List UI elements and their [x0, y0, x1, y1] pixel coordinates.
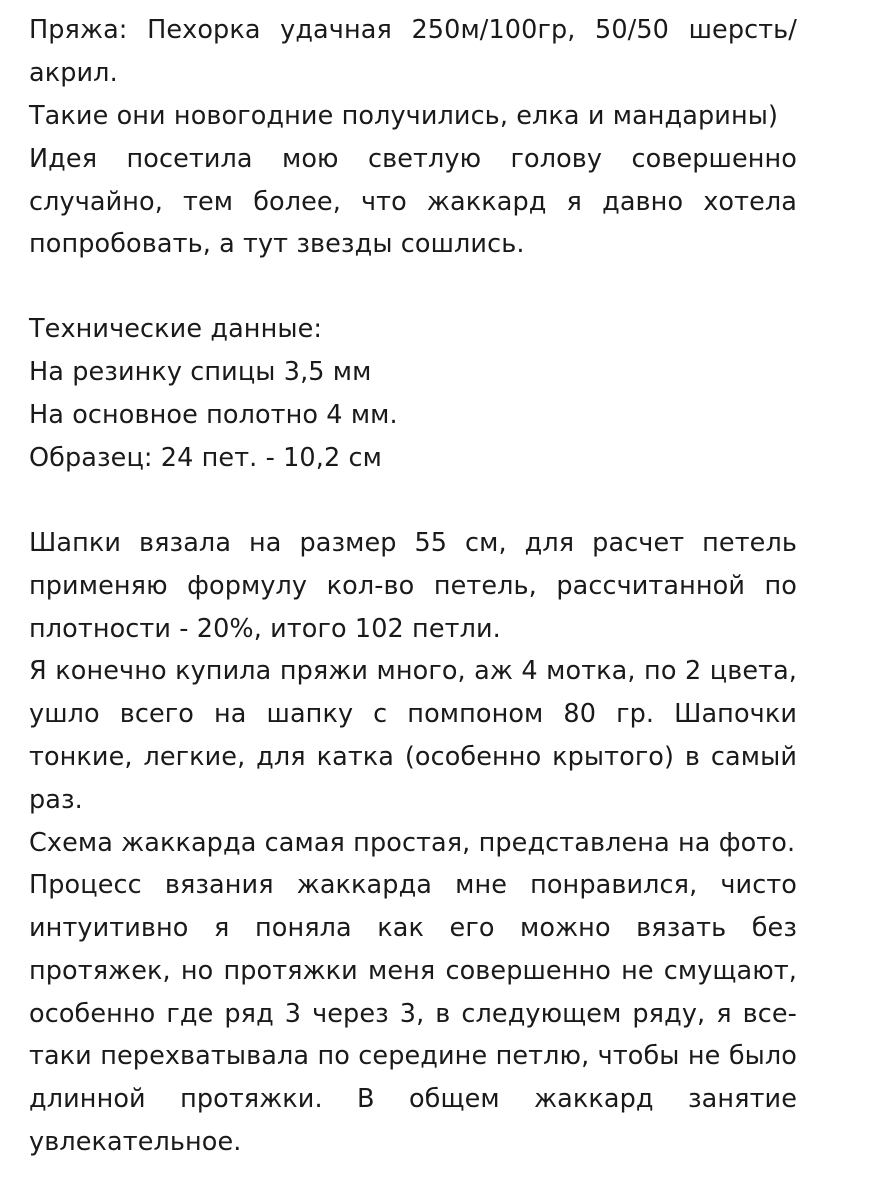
- text-line-yarn-amount-2: ушло всего на шапку с помпоном 80 гр. Шапочки: [29, 699, 797, 729]
- text-line-process-2: интуитивно я поняла как его можно вязать без: [29, 913, 797, 943]
- text-line-idea-2: случайно, тем более, что жаккард я давно хотела: [29, 187, 797, 217]
- text-line-process-5: таки перехватывала по середине петлю, чтобы не было: [29, 1041, 797, 1071]
- text-line-tech-heading: Технические данные:: [29, 314, 323, 344]
- text-line-tech-main: На основное полотно 4 мм.: [29, 400, 398, 430]
- text-line-process-4: особенно где ряд 3 через 3, в следующем ряду, я все-: [29, 999, 797, 1029]
- text-line-process-7: увлекательное.: [29, 1127, 242, 1157]
- text-line-process-3: протяжек, но протяжки меня совершенно не смущают,: [29, 956, 797, 986]
- text-line-process-1: Процесс вязания жаккарда мне понравился, чисто: [29, 870, 797, 900]
- text-line-yarn: Пряжа: Пехорка удачная 250м/100гр, 50/50 шерсть/: [29, 15, 797, 45]
- text-line-idea-3: попробовать, а тут звезды сошлись.: [29, 229, 525, 259]
- text-line-idea-1: Идея посетила мою светлую голову совершенно: [29, 144, 797, 174]
- text-line-yarn-amount-4: раз.: [29, 785, 83, 815]
- text-line-size-1: Шапки вязала на размер 55 см, для расчет петель: [29, 528, 797, 558]
- text-line-size-3: плотности - 20%, итого 102 петли.: [29, 614, 501, 644]
- text-line-scheme: Схема жаккарда самая простая, представлена на фото.: [29, 828, 796, 858]
- text-line-process-6: длинной протяжки. В общем жаккард занятие: [29, 1084, 797, 1114]
- text-line-tech-ribbing: На резинку спицы 3,5 мм: [29, 357, 372, 387]
- text-line-tech-gauge: Образец: 24 пет. - 10,2 см: [29, 443, 382, 473]
- text-line-yarn-cont: акрил.: [29, 58, 118, 88]
- text-line-yarn-amount-1: Я конечно купила пряжи много, аж 4 мотка, по 2 цвета,: [29, 656, 797, 686]
- text-line-intro: Такие они новогодние получились, елка и мандарины): [29, 101, 779, 131]
- text-line-yarn-amount-3: тонкие, легкие, для катка (особенно крытого) в самый: [29, 742, 797, 772]
- text-line-size-2: применяю формулу кол-во петель, рассчитанной по: [29, 571, 797, 601]
